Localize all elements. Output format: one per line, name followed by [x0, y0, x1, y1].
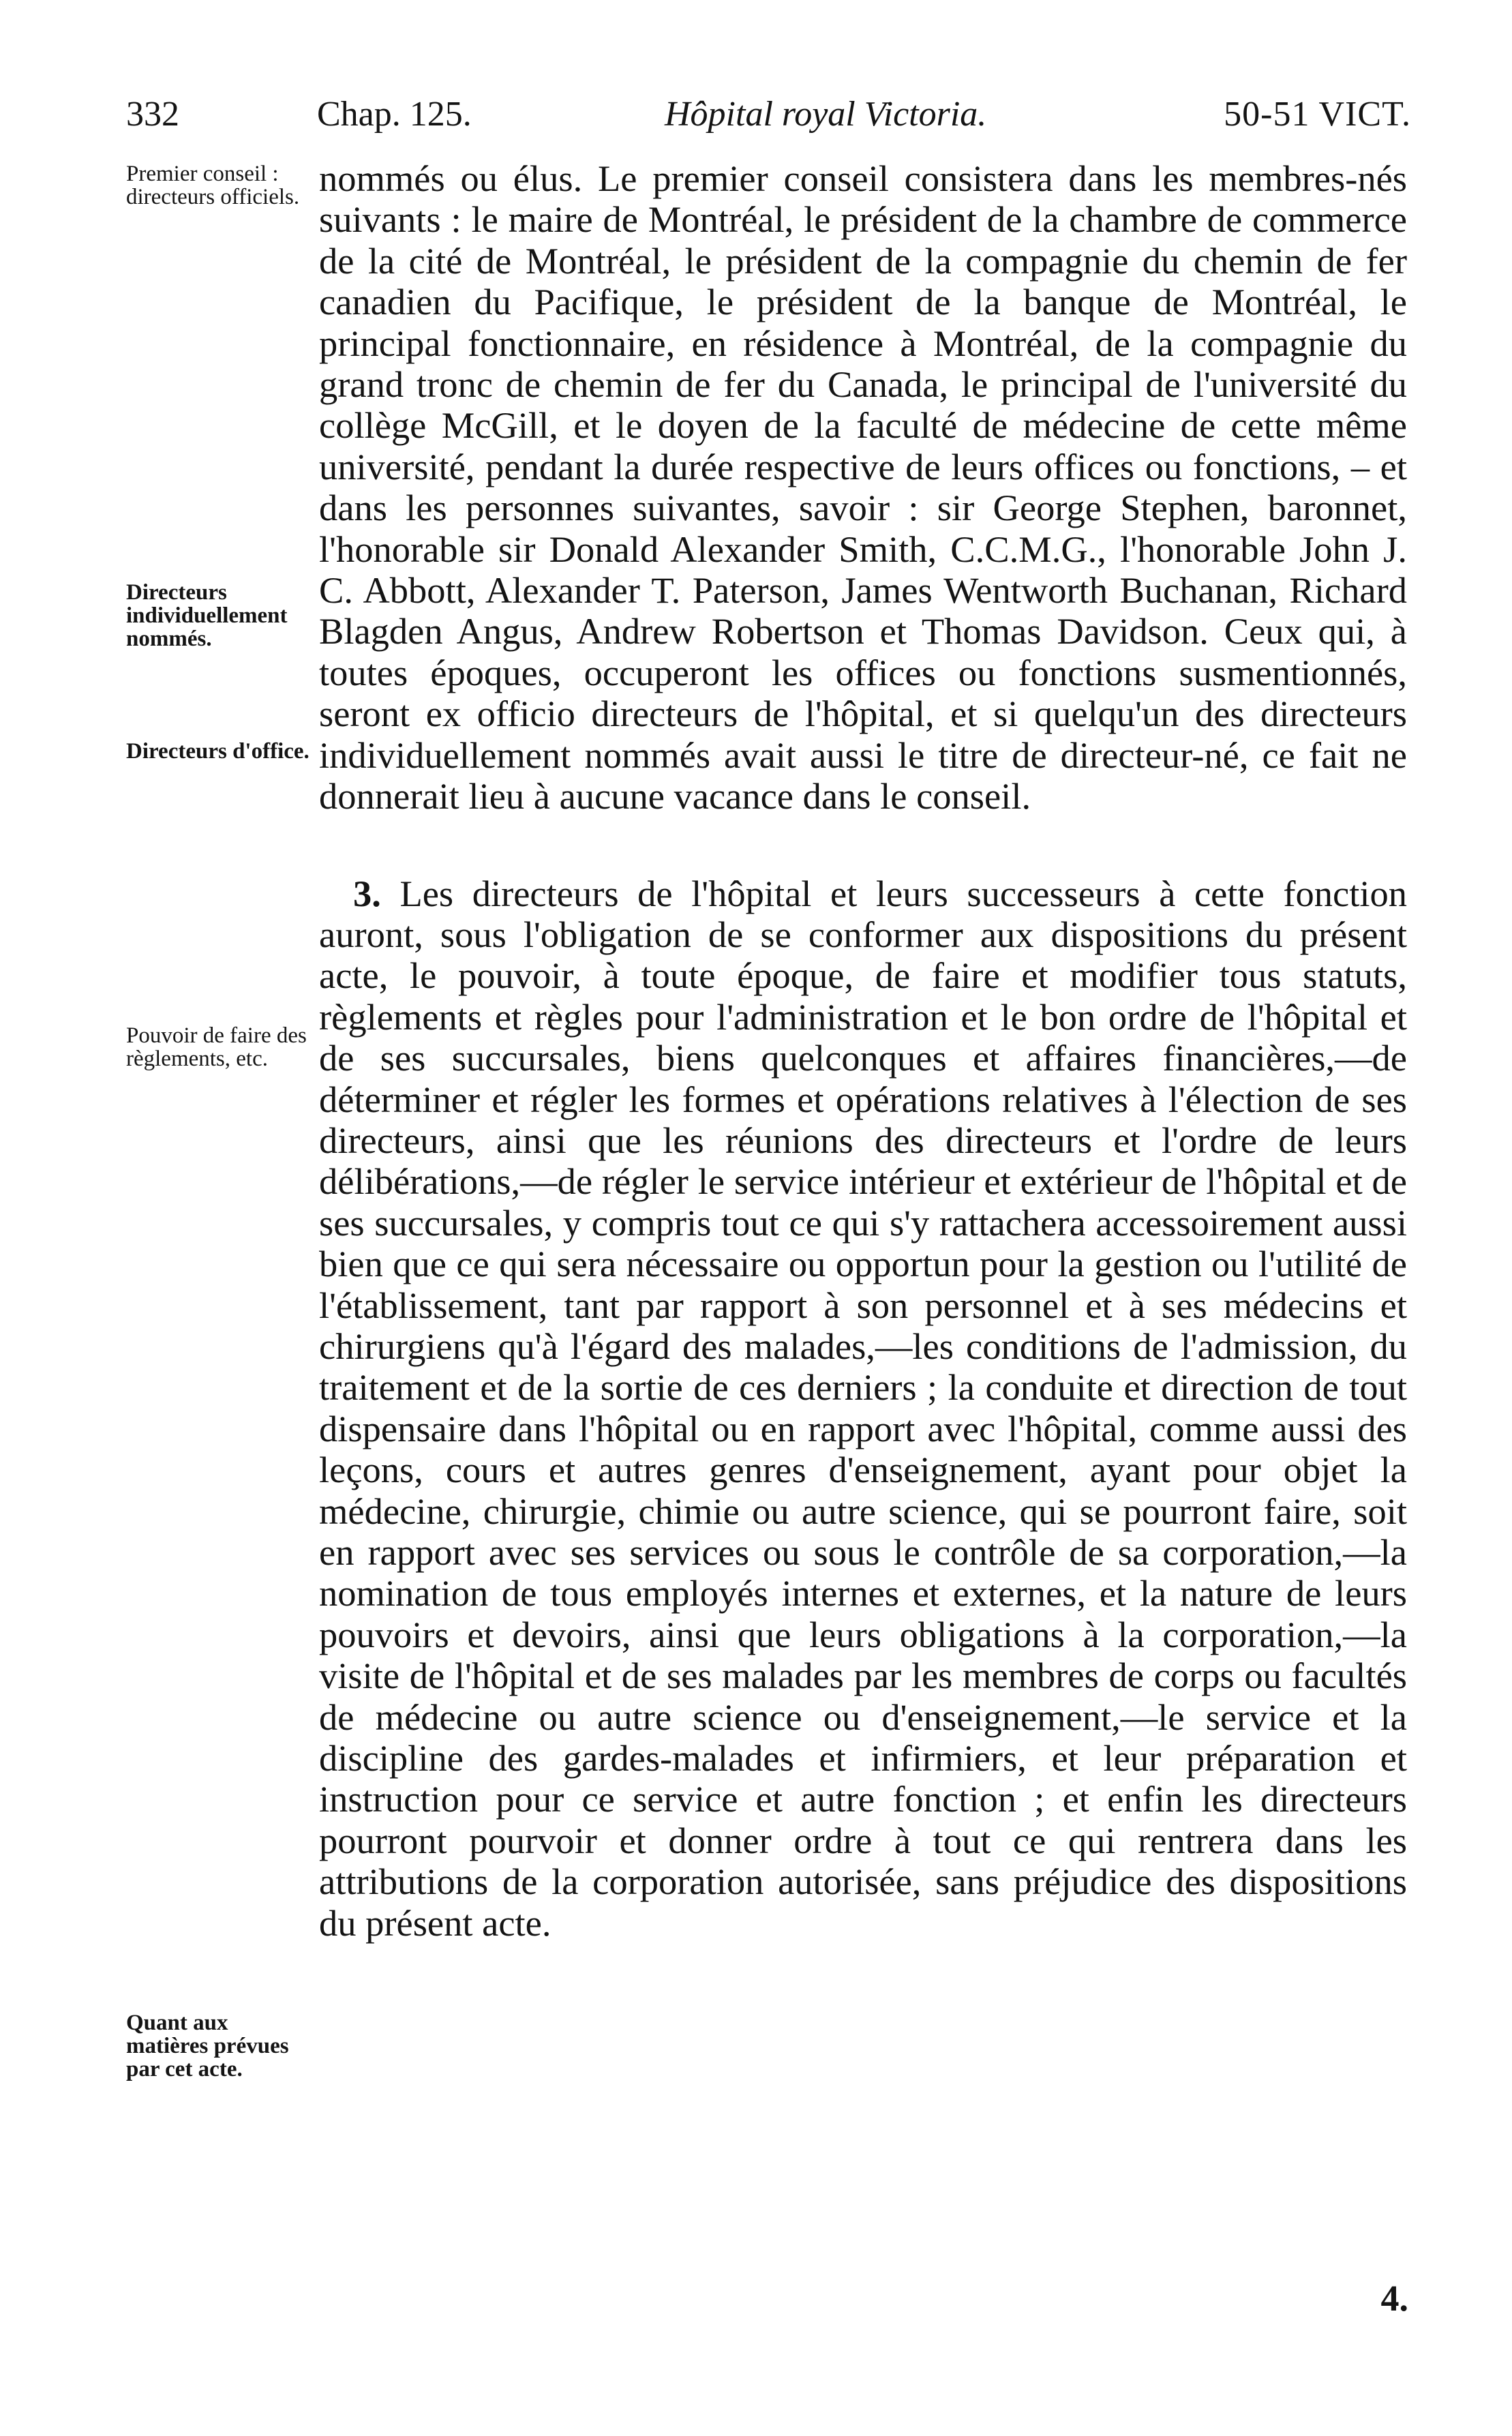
margin-note-premier-conseil: Premier conseil : directeurs officiels. [126, 162, 300, 209]
running-header [126, 87, 1411, 142]
page-number: 332 [126, 95, 179, 134]
chapter-label: Chap. 125. [317, 95, 472, 134]
section-3-text: Les directeurs de l'hôpital et leurs successeurs à cette fonction auront, sous l'obligation de se conformer aux dispositions du présent acte, le pouvoir, à toute époque, de faire et modifier tous statuts, règlements et règles pour l'administration et le bon ordre de l'hôpital et de ses succursales, biens quelconques et affaires financières,—de déterminer et régler les formes et opérations relatives à l'élection de ses directeurs, ainsi que les réunions des directeurs et l'ordre de leurs délibérations,—de régler le service intérieur et extérieur de l'hôpital et de ses succursales, y compris tout ce qui s'y rattachera accessoirement aussi bien que ce qui sera nécessaire ou opportun pour la gestion ou l'utilité de l'établissement, tant par rapport à son personnel et à ses médecins et chirurgiens qu'à l'égard des malades,—les conditions de l'admission, du traitement et de la sortie de ces derniers ; la conduite et direction de tout dispensaire dans l'hôpital ou en rapport avec l'hôpital, comme aussi des leçons, cours et autres genres d'enseignement, ayant pour objet la médecine, chirurgie, chimie ou autre science, qui se pourront faire, soit en rapport avec ses services ou sous le contrôle de sa corporation,—la nomination de tous employés internes et externes, et la nature de leurs pouvoirs et devoirs, ainsi que leurs obligations à la corporation,—la visite de l'hôpital et de ses malades par les membres de corps ou facultés de médecine ou autre science ou d'enseignement,—le service et la discipline des gardes-malades et infirmiers, et leur préparation et instruction pour ce service et autre fonction ; et enfin les directeurs pourront pourvoir et donner ordre à tout ce qui rentrera dans les attributions de la corporation autorisée, sans préjudice des dispositions du présent acte. [319, 872, 1407, 1944]
paragraph-section-3 [319, 873, 1407, 1944]
margin-note-pouvoir-reglements: Pouvoir de faire des règlements, etc. [126, 1023, 307, 1071]
margin-note-matieres-prevues: Quant aux matières prévues par cet acte. [126, 2011, 289, 2081]
paragraph-continuation: nommés ou élus. Le premier conseil consistera dans les membres-nés suivants : le maire de Montréal, le président de la chambre de commerce de la cité de Montréal, le président de la compagnie du chemin de fer canadien du Pacifique, le président de la banque de Montréal, le principal fonctionnaire, en résidence à Montréal, de la compagnie du grand tronc de chemin de fer du Canada, le principal de l'université du collège McGill, et le doyen de la faculté de médecine de cette même université, pendant la durée respective de leurs offices ou fonctions, – et dans les personnes suivantes, savoir : sir George Stephen, baronnet, l'honorable sir Donald Alexander Smith, C.C.M.G., l'honorable John J. C. Abbott, Alexander T. Paterson, James Wentworth Buchanan, Richard Blagden Angus, Andrew Robertson et Thomas Davidson. Ceux qui, à toutes époques, occuperont les offices ou fonctions susmentionnés, seront ex officio directeurs de l'hôpital, et si quelqu'un des directeurs individuellement nommés avait aussi le titre de directeur-né, ce fait ne donnerait lieu à aucune vacance dans le conseil. [319, 157, 1407, 817]
regnal-year: 50-51 VICT. [1224, 95, 1411, 134]
margin-note-directeurs-nommes: Directeurs individuellement nommés. [126, 580, 288, 651]
running-title: Hôpital royal Victoria. [665, 95, 987, 134]
margin-note-directeurs-office: Directeurs d'office. [126, 739, 309, 764]
section-number: 3. [353, 872, 381, 914]
next-section-marker: 4. [1380, 2278, 1408, 2319]
body-text [319, 158, 1407, 1944]
